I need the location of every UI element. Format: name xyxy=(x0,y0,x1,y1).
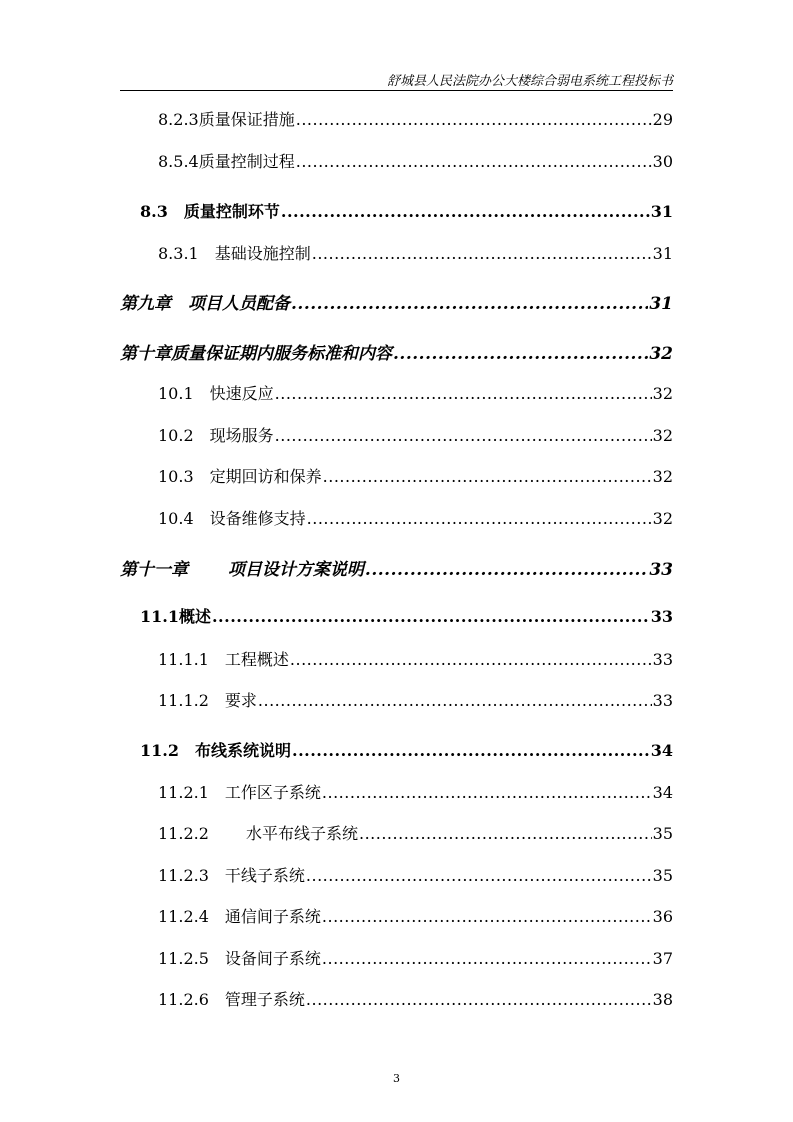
toc-number: 10.4 xyxy=(158,509,194,528)
toc-page: 32 xyxy=(649,344,673,364)
toc-number: 8.5.4 xyxy=(158,152,199,171)
header-title: 舒城县人民法院办公大楼综合弱电系统工程投标书 xyxy=(386,74,673,89)
toc-page: 31 xyxy=(652,244,673,263)
toc-leader xyxy=(365,560,648,580)
toc-separator xyxy=(209,647,225,670)
toc-entry-11-1[interactable] xyxy=(140,604,673,627)
toc-number: 10.3 xyxy=(158,467,194,486)
toc-leader xyxy=(275,426,652,445)
toc-separator xyxy=(194,423,210,446)
toc-page: 33 xyxy=(649,560,673,580)
toc-page: 32 xyxy=(652,467,673,486)
toc-title: 质量保证期内服务标准和内容 xyxy=(171,344,392,364)
toc-separator xyxy=(194,464,210,487)
toc-number: 8.2.3 xyxy=(158,110,199,129)
toc-entry-11-2-4[interactable] xyxy=(158,904,673,927)
toc-number: 11.2.1 xyxy=(158,783,209,802)
toc-leader xyxy=(281,202,650,221)
toc-separator xyxy=(209,863,225,886)
toc-number: 11.1.1 xyxy=(158,650,209,669)
page-number: 3 xyxy=(393,1072,400,1085)
toc-title: 水平布线子系统 xyxy=(245,824,358,843)
toc-title: 布线系统说明 xyxy=(194,741,291,760)
toc-title: 项目设计方案说明 xyxy=(227,560,364,580)
toc-separator xyxy=(199,241,215,264)
toc-leader xyxy=(359,824,652,843)
toc-separator xyxy=(179,738,195,761)
toc-title: 质量控制过程 xyxy=(198,152,295,171)
toc-number: 11.2.6 xyxy=(158,990,209,1009)
toc-page: 32 xyxy=(652,509,673,528)
toc-page: 34 xyxy=(652,783,673,802)
toc-entry-11-2-3[interactable] xyxy=(158,863,673,886)
toc-leader xyxy=(212,607,650,626)
toc-leader xyxy=(322,949,652,968)
toc-leader xyxy=(306,866,652,885)
toc-page: 38 xyxy=(652,990,673,1009)
toc-number: 11.1.2 xyxy=(158,691,209,710)
toc-entry-11-1-1[interactable] xyxy=(158,647,673,670)
toc-page: 33 xyxy=(652,650,673,669)
toc-page: 36 xyxy=(652,907,673,926)
toc-page: 33 xyxy=(650,607,673,626)
toc-separator xyxy=(188,555,228,580)
toc-page: 34 xyxy=(650,741,673,760)
toc-leader xyxy=(322,907,652,926)
toc-leader xyxy=(258,691,652,710)
toc-page: 33 xyxy=(652,691,673,710)
toc-leader xyxy=(296,110,652,129)
toc-title: 质量控制环节 xyxy=(183,202,280,221)
toc-page: 31 xyxy=(650,202,673,221)
toc-leader xyxy=(323,467,652,486)
toc-entry-11-2[interactable] xyxy=(140,738,673,761)
toc-number: 11.2 xyxy=(140,741,179,760)
toc-title: 质量保证措施 xyxy=(198,110,295,129)
toc-number: 10.1 xyxy=(158,384,194,403)
toc-page: 37 xyxy=(652,949,673,968)
toc-title: 现场服务 xyxy=(209,426,274,445)
toc-number: 第十章 xyxy=(120,344,171,364)
toc-page: 31 xyxy=(649,294,673,314)
toc-separator xyxy=(209,821,246,844)
toc-number: 8.3.1 xyxy=(158,244,199,263)
toc-entry-8-3-1[interactable] xyxy=(158,241,673,264)
toc-entry-8-3[interactable] xyxy=(140,199,673,222)
toc-leader xyxy=(296,152,652,171)
toc-entry-11-2-5[interactable] xyxy=(158,946,673,969)
toc-number: 11.2.5 xyxy=(158,949,209,968)
toc-title: 定期回访和保养 xyxy=(209,467,322,486)
toc-separator xyxy=(209,780,225,803)
toc-entry-10-3[interactable] xyxy=(158,464,673,487)
toc-entry-8-2-3[interactable] xyxy=(158,107,673,130)
toc-number: 10.2 xyxy=(158,426,194,445)
toc-separator xyxy=(171,289,188,314)
toc-leader xyxy=(307,509,652,528)
toc-entry-11-2-2[interactable] xyxy=(158,821,673,844)
toc-leader xyxy=(393,344,648,364)
toc-entry-8-5-4[interactable] xyxy=(158,149,673,172)
toc-title: 项目人员配备 xyxy=(188,294,290,314)
toc-title: 通信间子系统 xyxy=(224,907,321,926)
toc-leader xyxy=(275,384,652,403)
toc-entry-10-1[interactable] xyxy=(158,381,673,404)
toc-leader xyxy=(291,294,648,314)
toc-leader xyxy=(290,650,652,669)
toc-number: 第九章 xyxy=(120,294,171,314)
toc-leader xyxy=(306,990,652,1009)
toc-number: 11.2.2 xyxy=(158,824,209,843)
toc-title: 基础设施控制 xyxy=(214,244,311,263)
toc-number: 11.2.3 xyxy=(158,866,209,885)
toc-title: 设备间子系统 xyxy=(224,949,321,968)
toc-leader xyxy=(322,783,652,802)
toc-entry-chapter-9[interactable] xyxy=(120,289,673,314)
toc-separator xyxy=(209,946,225,969)
toc-title: 工作区子系统 xyxy=(224,783,321,802)
toc-number: 11.2.4 xyxy=(158,907,209,926)
toc-entry-11-2-6[interactable] xyxy=(158,987,673,1010)
toc-page: 35 xyxy=(652,866,673,885)
toc-separator xyxy=(168,199,184,222)
toc-title: 干线子系统 xyxy=(224,866,305,885)
toc-title: 管理子系统 xyxy=(224,990,305,1009)
toc-separator xyxy=(194,506,210,529)
toc-entry-chapter-10[interactable] xyxy=(120,339,673,364)
toc-entry-10-4[interactable] xyxy=(158,506,673,529)
toc-title: 工程概述 xyxy=(224,650,289,669)
toc-title: 设备维修支持 xyxy=(209,509,306,528)
toc-leader xyxy=(292,741,650,760)
toc-separator xyxy=(209,904,225,927)
toc-page: 32 xyxy=(652,426,673,445)
toc-number: 第十一章 xyxy=(120,560,188,580)
toc-entry-chapter-11[interactable] xyxy=(120,555,673,580)
toc-page: 32 xyxy=(652,384,673,403)
toc-number: 11.1 xyxy=(140,607,179,626)
toc-entry-11-1-2[interactable] xyxy=(158,688,673,711)
toc-entry-11-2-1[interactable] xyxy=(158,780,673,803)
toc-entry-10-2[interactable] xyxy=(158,423,673,446)
toc-title: 概述 xyxy=(178,607,211,626)
toc-title: 要求 xyxy=(224,691,257,710)
toc-page: 30 xyxy=(652,152,673,171)
toc-page: 35 xyxy=(652,824,673,843)
toc-separator xyxy=(209,987,225,1010)
toc-title: 快速反应 xyxy=(209,384,274,403)
toc-separator xyxy=(209,688,225,711)
toc-leader xyxy=(312,244,652,263)
toc-page: 29 xyxy=(652,110,673,129)
toc-number: 8.3 xyxy=(140,202,168,221)
toc-separator xyxy=(194,381,210,404)
